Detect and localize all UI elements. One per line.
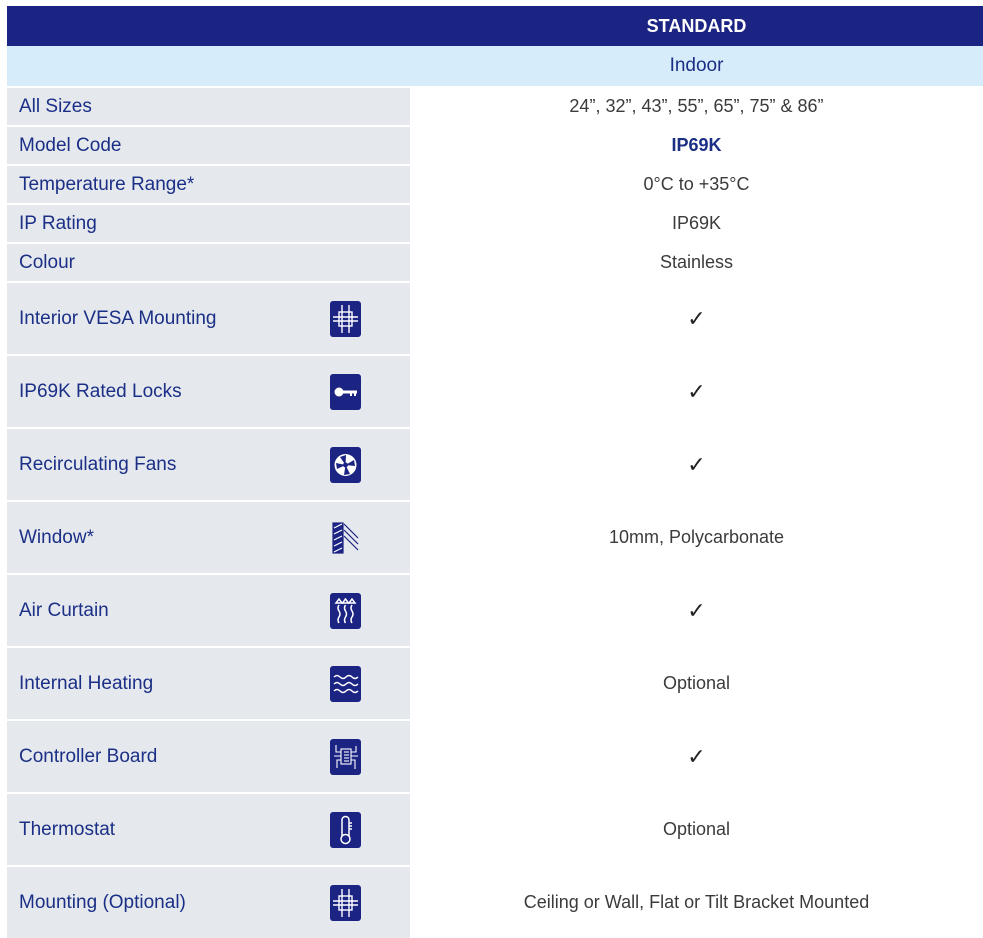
- row-label-cell: [7, 283, 410, 354]
- subheader-row: [7, 46, 983, 86]
- row-label-cell: [7, 721, 410, 792]
- column-title: STANDARD: [646, 15, 747, 36]
- row-label: Air Curtain: [19, 599, 109, 621]
- row-label-cell: [7, 356, 410, 427]
- row-label: IP69K Rated Locks: [19, 380, 182, 402]
- row-recirculating-fans: [7, 429, 983, 500]
- subheader-indoor: Indoor: [410, 46, 983, 86]
- row-window: [7, 502, 983, 573]
- subheader-blank-cell: [7, 46, 410, 86]
- row-label: All Sizes: [7, 88, 410, 125]
- row-controller-board: [7, 721, 983, 792]
- spec-table: [7, 6, 983, 938]
- row-label-cell: [7, 502, 410, 573]
- row-value: IP69K: [671, 213, 722, 233]
- row-label: Window*: [19, 526, 94, 548]
- row-value: 24”, 32”, 43”, 55”, 65”, 75” & 86”: [569, 96, 824, 116]
- row-label: Mounting (Optional): [19, 891, 186, 913]
- thermometer-icon: [330, 812, 361, 848]
- row-label-cell: [7, 794, 410, 865]
- row-ip69k-rated-locks: [7, 356, 983, 427]
- air-curtain-icon: [330, 593, 361, 629]
- row-ip-rating: [7, 205, 983, 242]
- vesa-mount-icon: [330, 885, 361, 921]
- row-value: ✓: [687, 305, 706, 331]
- row-label: Colour: [7, 244, 410, 281]
- row-model-code: [7, 127, 983, 164]
- row-label-cell: [7, 867, 410, 938]
- window-glass-icon: [330, 520, 361, 556]
- key-icon: [330, 374, 361, 410]
- circuit-board-icon: [330, 739, 361, 775]
- row-value: ✓: [687, 451, 706, 477]
- row-value: ✓: [687, 597, 706, 623]
- row-label: IP Rating: [7, 205, 410, 242]
- row-internal-heating: [7, 648, 983, 719]
- row-label: Model Code: [7, 127, 410, 164]
- vesa-mount-icon: [330, 301, 361, 337]
- header-row: [7, 6, 983, 46]
- row-value: 10mm, Polycarbonate: [608, 527, 785, 547]
- row-value: ✓: [687, 378, 706, 404]
- row-value: Stainless: [659, 252, 734, 272]
- row-interior-vesa-mounting: [7, 283, 983, 354]
- row-label: Recirculating Fans: [19, 453, 177, 475]
- row-label: Internal Heating: [19, 672, 154, 694]
- row-value: Ceiling or Wall, Flat or Tilt Bracket Mounted: [523, 892, 870, 912]
- row-all-sizes: [7, 88, 983, 125]
- row-label: Interior VESA Mounting: [19, 307, 217, 329]
- row-value: Optional: [662, 673, 731, 693]
- row-label-cell: [7, 648, 410, 719]
- row-value: IP69K: [671, 135, 722, 155]
- header-blank-cell: [7, 6, 410, 46]
- heating-waves-icon: [330, 666, 361, 702]
- row-value: 0°C to +35°C: [643, 174, 750, 194]
- fan-icon: [330, 447, 361, 483]
- row-label: Temperature Range*: [7, 166, 410, 203]
- row-mounting-optional: [7, 867, 983, 938]
- row-air-curtain: [7, 575, 983, 646]
- row-temperature-range: [7, 166, 983, 203]
- row-colour: [7, 244, 983, 281]
- row-value: ✓: [687, 743, 706, 769]
- row-thermostat: [7, 794, 983, 865]
- row-value: Optional: [662, 819, 731, 839]
- row-label: Thermostat: [19, 818, 116, 840]
- row-label-cell: [7, 575, 410, 646]
- row-label-cell: [7, 429, 410, 500]
- row-label: Controller Board: [19, 745, 158, 767]
